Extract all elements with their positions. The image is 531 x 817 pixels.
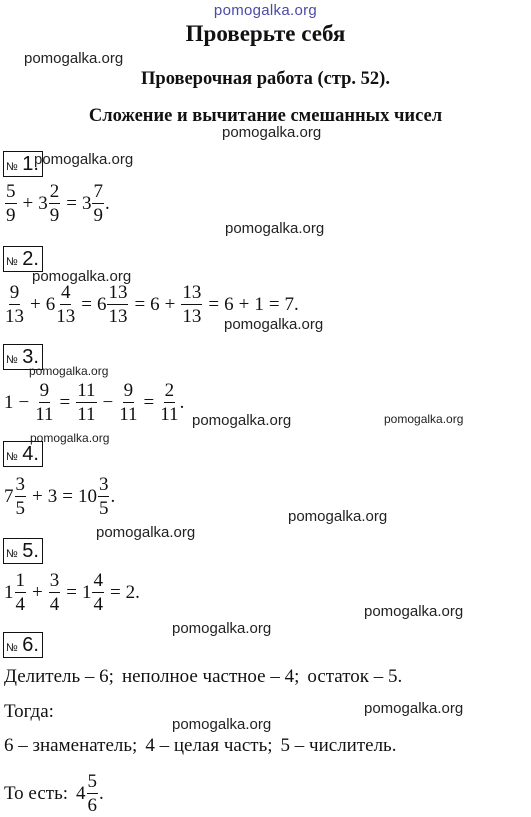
task-6-final: То есть: 4 $\frac{5}{6}$ . [4,771,104,816]
whole-number: 6 [45,293,56,315]
fraction [5,283,24,326]
whole-number: 3 [38,192,48,214]
watermark: pomogalka.org [224,316,324,333]
numerator: 3 [98,474,109,495]
task-number-badge: № 3. [3,344,43,370]
watermark: pomogalka.org [384,412,464,426]
numerator: 2 [49,181,60,202]
denominator: 13 [56,306,76,327]
watermark: pomogalka.org [172,716,272,733]
numerator: 13 [182,282,202,303]
punctuation: . [110,485,116,507]
operator: = [143,391,155,413]
numerator: 9 [39,380,50,401]
numerator: 1 [15,570,25,591]
operator: = [208,293,220,315]
watermark: pomogalka.org [34,151,134,168]
fraction [98,475,110,518]
operator: = [62,485,73,507]
operator: + [238,293,250,315]
punctuation: . [179,391,185,413]
task-number-badge: № 5. [3,538,43,564]
operator: + [32,581,43,603]
denominator: 11 [119,404,138,425]
numerator: 13 [108,282,128,303]
operator: = [66,581,77,603]
fraction [49,571,61,614]
fraction [160,381,178,424]
watermark: pomogalka.org [225,220,325,237]
whole-number: 1 [4,581,14,603]
denominator: 13 [5,306,24,327]
watermark: pomogalka.org [24,50,124,67]
numerator: 11 [77,380,96,401]
denominator: 9 [93,205,103,226]
task-6-line-2: Тогда: [4,701,54,722]
fraction [92,571,104,614]
whole-number: 3 [81,192,92,214]
operator: = [134,293,146,315]
numerator: 9 [123,380,134,401]
watermark: pomogalka.org [222,124,322,141]
fraction [15,571,27,614]
task-number-badge: № 4. [3,441,43,467]
watermark: pomogalka.org [30,431,110,445]
worksheet-subtitle: Проверочная работа (стр. 52). [141,69,390,89]
whole-number: 10 [77,485,97,507]
operator: = [268,293,280,315]
page-title: Проверьте себя [185,21,346,46]
numerator: 5 [6,181,16,202]
numerator: 4 [60,282,71,303]
fraction [5,182,17,225]
whole-number: 2. [125,581,140,603]
watermark: pomogalka.org [288,508,388,525]
numerator: 4 [93,570,103,591]
operator: + [32,485,43,507]
operator: = [109,581,121,603]
denominator: 5 [15,498,25,519]
watermark: pomogalka.org [172,620,272,637]
whole-number: 6 [96,293,107,315]
operator: − [102,391,114,413]
whole-number: 7. [284,293,299,315]
operator: + [164,293,176,315]
task-6-line-1: Делитель – 6; неполное частное – 4; остаток – 5. [4,666,403,687]
fraction [15,475,27,518]
task-3-equation [4,381,184,424]
task-1-equation [4,182,110,225]
denominator: 11 [77,404,96,425]
whole-number: 6 [224,293,234,315]
denominator: 11 [35,404,54,425]
operator: = [81,293,92,315]
denominator: 9 [49,205,60,226]
site-header-watermark: pomogalka.org [213,2,318,19]
whole-number: 3 [47,485,58,507]
whole-number: 1 [254,293,264,315]
denominator: 4 [49,594,60,615]
fraction [119,381,137,424]
fraction [92,182,104,225]
watermark: pomogalka.org [192,412,292,429]
punctuation: . [104,192,110,214]
fraction [56,283,75,326]
task-number-badge: № 2. [3,246,43,272]
operator: + [22,192,34,214]
watermark: pomogalka.org [364,603,464,620]
fraction [35,381,53,424]
task-4-equation [4,475,115,518]
watermark: pomogalka.org [364,700,464,717]
task-6-line-3: 6 – знаменатель; 4 – целая часть; 5 – числитель. [4,735,397,756]
operator: = [66,192,77,214]
numerator: 2 [164,380,175,401]
task-number-badge: № 1. [3,151,43,177]
fraction [181,283,202,326]
task-number-badge: № 6. [3,632,43,658]
operator: + [30,293,41,315]
operator: − [18,391,30,413]
denominator: 9 [6,205,16,226]
denominator: 13 [108,306,128,327]
denominator: 13 [182,306,202,327]
watermark: pomogalka.org [96,524,196,541]
numerator: 3 [49,570,60,591]
fraction [107,283,128,326]
denominator: 11 [160,404,179,425]
whole-number: 7 [4,485,14,507]
fraction [49,182,61,225]
operator: = [59,391,71,413]
denominator: 5 [98,498,109,519]
fraction [76,381,96,424]
task-5-equation [4,571,140,614]
topic-heading: Сложение и вычитание смешанных чисел [88,106,443,126]
denominator: 4 [15,594,25,615]
whole-number: 1 [81,581,92,603]
whole-number: 1 [4,391,14,413]
numerator: 9 [9,282,20,303]
denominator: 4 [93,594,103,615]
watermark: pomogalka.org [29,364,109,378]
numerator: 7 [93,181,103,202]
watermark: pomogalka.org [32,268,132,285]
whole-number: 6 [150,293,160,315]
numerator: 3 [15,474,25,495]
